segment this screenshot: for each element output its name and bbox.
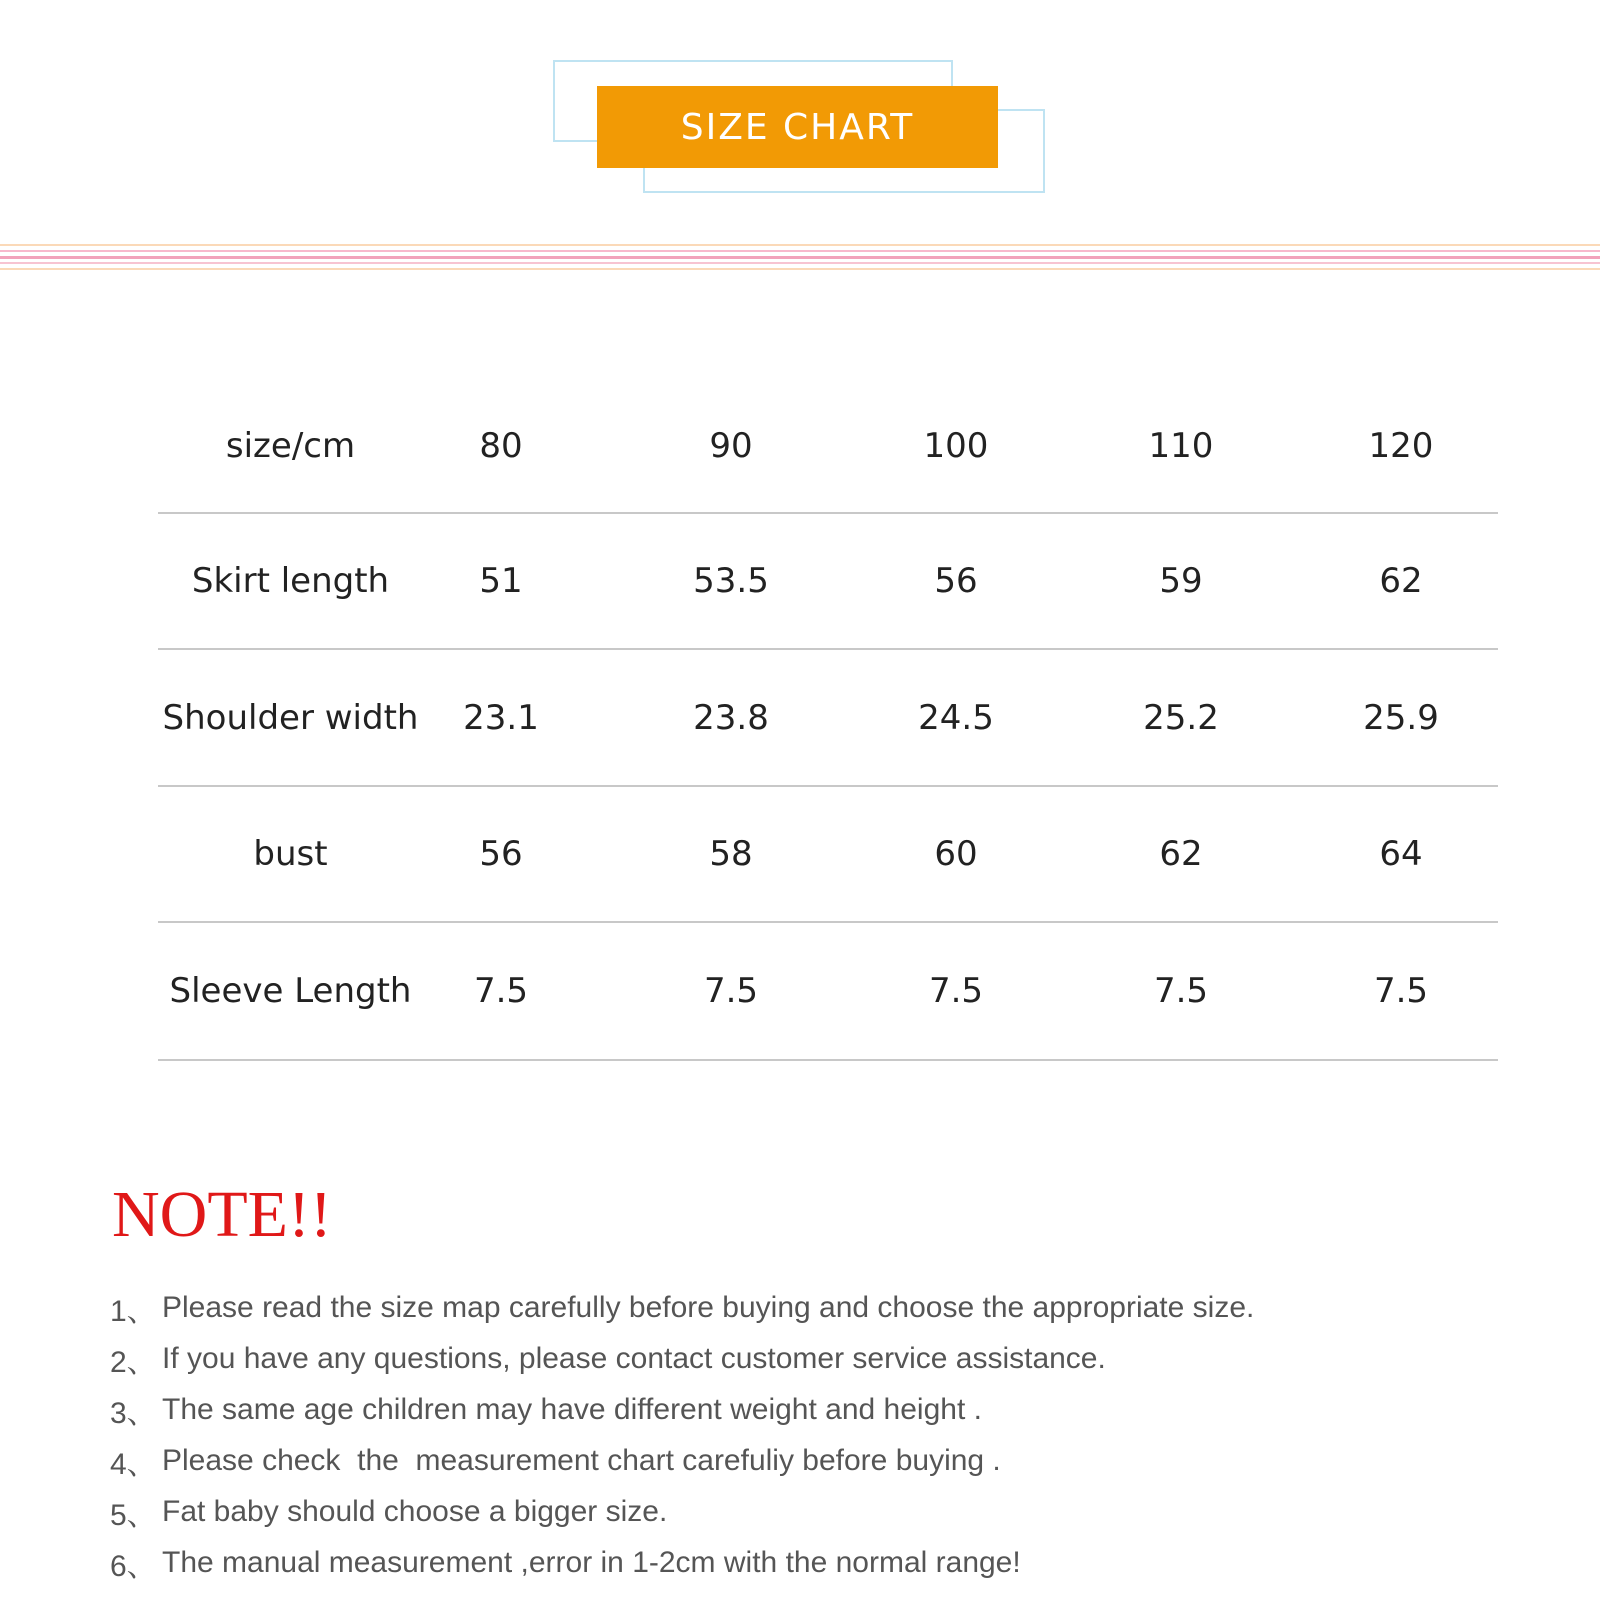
list-item: [110, 1333, 1550, 1384]
note-text: Fat baby should choose a bigger size.: [162, 1494, 668, 1528]
table-cell: 23.8: [693, 697, 769, 738]
row-label: Skirt length: [191, 561, 390, 601]
table-cell: 62: [1379, 561, 1423, 601]
note-number: 6、: [110, 1549, 157, 1583]
header-size-110: 110: [1148, 426, 1214, 466]
header-size-80: 80: [479, 426, 523, 466]
table-cell: 23.1: [463, 697, 539, 738]
note-number: 1、: [110, 1294, 157, 1328]
size-chart-banner: [597, 86, 998, 168]
stripe-pink-2: [0, 256, 1600, 259]
note-number: 4、: [110, 1447, 157, 1481]
table-row: [158, 650, 1498, 787]
table-header-row: [158, 380, 1498, 514]
table-cell: 7.5: [1373, 971, 1429, 1011]
table-cell: 59: [1159, 561, 1203, 601]
size-chart-title: SIZE CHART: [680, 106, 915, 148]
row-label: Sleeve Length: [169, 971, 412, 1011]
stripe-top-orange: [0, 244, 1600, 246]
table-cell: 56: [934, 561, 978, 601]
note-text: The manual measurement ,error in 1-2cm with the normal range!: [162, 1545, 1021, 1579]
note-number: 2、: [110, 1345, 157, 1379]
row-label: bust: [253, 834, 328, 874]
table-row: [158, 787, 1498, 923]
table-row: [158, 514, 1498, 650]
table-cell: 25.2: [1143, 697, 1219, 738]
list-item: [110, 1384, 1550, 1435]
note-title: NOTE!!: [112, 1178, 332, 1251]
table-cell: 7.5: [1153, 971, 1209, 1011]
list-item: [110, 1537, 1550, 1588]
table-cell: 62: [1159, 834, 1203, 874]
header-size-90: 90: [709, 426, 753, 466]
row-label: Shoulder width: [162, 697, 419, 738]
stripe-bottom-orange: [0, 268, 1600, 270]
header-label: size/cm: [225, 426, 356, 466]
note-text: If you have any questions, please contact customer service assistance.: [162, 1341, 1106, 1375]
header-size-120: 120: [1368, 426, 1434, 466]
decorative-stripes: [0, 244, 1600, 272]
table-cell: 58: [709, 834, 753, 874]
list-item: [110, 1282, 1550, 1333]
table-cell: 64: [1379, 834, 1423, 874]
table-cell: 7.5: [473, 971, 529, 1011]
table-cell: 7.5: [928, 971, 984, 1011]
header-size-100: 100: [923, 426, 989, 466]
note-number: 5、: [110, 1498, 157, 1532]
stripe-pink-3: [0, 262, 1600, 264]
table-cell: 60: [934, 834, 978, 874]
note-text: Please read the size map carefully before buying and choose the appropriate size.: [162, 1290, 1255, 1324]
note-number: 3、: [110, 1396, 157, 1430]
notes-list: [110, 1282, 1550, 1588]
stripe-pink-1: [0, 250, 1600, 252]
table-cell: 24.5: [918, 697, 994, 738]
table-cell: 56: [479, 834, 523, 874]
note-text: Please check the measurement chart carefuliy before buying .: [162, 1443, 1001, 1477]
table-cell: 53.5: [693, 561, 769, 601]
note-text: The same age children may have different weight and height .: [162, 1392, 982, 1426]
table-cell: 7.5: [703, 971, 759, 1011]
size-table: [158, 380, 1498, 1061]
list-item: [110, 1486, 1550, 1537]
list-item: [110, 1435, 1550, 1486]
table-cell: 51: [479, 561, 523, 601]
table-cell: 25.9: [1363, 697, 1439, 738]
table-row: [158, 923, 1498, 1061]
